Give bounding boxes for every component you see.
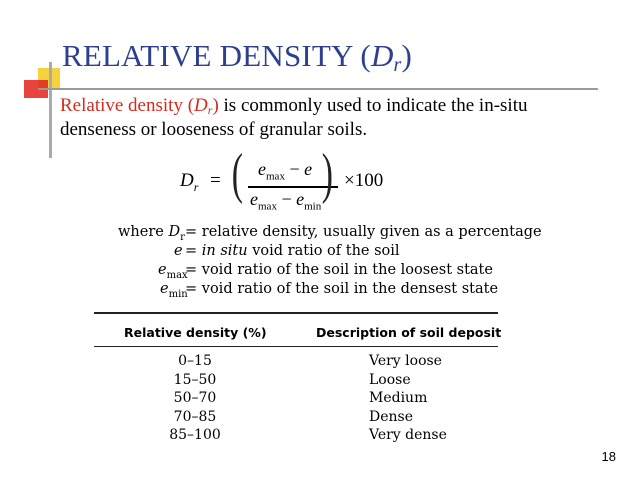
table-top-rule: [94, 312, 498, 314]
left-paren: (: [231, 143, 243, 205]
table-row: 70–85 Dense: [173, 408, 413, 425]
table-row: 15–50 Loose: [173, 371, 411, 388]
relative-density-formula: [180, 143, 410, 218]
decorative-vertical-rule: [49, 62, 52, 158]
formula-denominator: $e_{max} - e_{min}$: [250, 189, 322, 213]
table-row: 85–100 Very dense: [169, 427, 447, 443]
table-row: 0–15 Very loose: [178, 353, 442, 369]
formula-equals: =: [210, 170, 221, 191]
table-row: 50–70 Medium: [173, 390, 428, 406]
table-body: [94, 353, 498, 446]
slide-title: RELATIVE DENSITY $(D_r)$: [62, 38, 413, 76]
formula-lhs: $D_r$: [180, 170, 199, 194]
header-relative-density: Relative density (%): [124, 325, 267, 340]
title-underline-rule: [38, 88, 598, 90]
intro-line-2: denseness or looseness of granular soils.: [60, 119, 368, 140]
right-paren: ): [321, 143, 333, 205]
formula-numerator: $e_{max} - e$: [258, 159, 313, 183]
table-header-rule: [94, 346, 498, 347]
header-description: Description of soil deposit: [316, 325, 502, 340]
intro-line-1: Relative density $(D_r)$ is commonly used to indicate the in-situ: [60, 95, 528, 117]
formula-multiplier: ×100: [344, 170, 384, 191]
page-number: 18: [601, 449, 616, 464]
